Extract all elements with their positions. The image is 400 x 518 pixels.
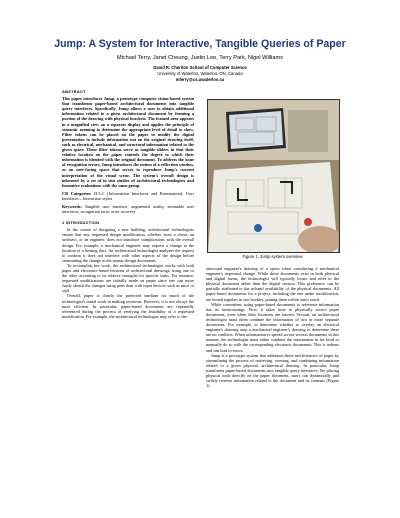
cr-categories-text: H.5.2. [Information Interfaces and Presentation]: User Interfaces – Interaction styles bbox=[62, 190, 194, 201]
abstract-heading: ABSTRACT bbox=[62, 89, 86, 94]
keywords-label: Keywords: bbox=[62, 203, 82, 209]
cr-categories bbox=[62, 191, 194, 201]
intro-paragraph: Overall, paper is clearly the preferred medium for much of the technologist's initial work in making revisions. However, it is not always the most efficient. In particular, paper-based documents are repeatedly referenced during the process of verifying the feasibility of a requested modification. For example, the architectural technologist may refer to the bbox=[62, 293, 194, 319]
system-overview-photo bbox=[207, 99, 340, 253]
cr-categories-label: CR Categories: bbox=[62, 190, 92, 196]
photo-illustration bbox=[208, 100, 339, 252]
abstract-text: This paper introduces Jump, a prototype computer vision-based system that transforms paper-based architectural documents into tangible query interfaces. Specifically, Jump allows a user to obtain additional information related to a given architectural document by framing a portion of the drawing with physical brackets. The framed area appears in a magnified view on a separate display and applies the principle of semantic zooming to determine the appropriate level of detail to show. Filter tokens can be placed on the paper to modify the digital presentation to include information not on the original drawing itself, such as electrical, mechanical, and structural information related to the given space. These filter tokens serve as tangible sliders in that their relative location on the paper controls the degree to which their information is blended with the original document. To address the issue of recognition errors, Jump introduces the notion of a reflection window, or an user-facing space that serves to reproduce Jump's current interpretation of the visual scene. The system's overall design is informed by a set of in situ studies of architectural technologists and formative evaluations with the same group. bbox=[62, 96, 194, 188]
author-list: Michael Terry, Janet Cheung, Justin Lee, Terry Park, Nigel Williams bbox=[116, 55, 283, 61]
keywords-text: Tangible user interface, augmented reality, zoomable user interfaces, recognition error, error recovery bbox=[62, 203, 194, 215]
keywords bbox=[62, 204, 194, 214]
right-column bbox=[206, 266, 339, 388]
introduction-heading: 1 INTRODUCTION bbox=[62, 220, 100, 226]
left-column bbox=[62, 86, 194, 319]
intro-paragraph: In the course of designing a new building, architectural technologists ensure that any requested design modification, whether from a client, an architect, or an engineer, does not introduce complications with the overall design. For example, a mechanical engineer may request a change to the location of a heating duct. An architectural technologist analyzes the request to confirm it does not interfere with other aspects of the design before committing the change to the master design documents. bbox=[62, 227, 194, 263]
paper-title: Jump: A System for Interactive, Tangible Queries of Paper bbox=[54, 38, 346, 50]
affiliation-school: David R. Cheriton School of Computer Science bbox=[153, 65, 247, 70]
author-email: mterry@cs.uwaterloo.ca bbox=[175, 77, 225, 82]
figure-caption: Figure 1. Jump system overview bbox=[242, 254, 303, 259]
affiliation-university: University of Waterloo, Waterloo, ON, Canada bbox=[157, 71, 243, 76]
intro-paragraph: Jump is a prototype system that addresses these inefficiencies of paper by streamlining the process of retrieving, viewing, and combining information related to a given physical, architectural drawing. In particular, Jump transforms paper-based documents into tangible query interfaces: By placing physical tools directly on the paper document, users can dynamically and swiftly retrieve information related to the document and its contents (Figure 1). bbox=[206, 352, 339, 389]
intro-paragraph: While convenient, using paper-based documents to reference information has its shortcomings. First, it takes time to physically access paper documents, even when their locations are known. Second, an architectural technologist must often combine the information of two or more separate documents. For example, to determine whether to overlay an electrical engineer's drawing atop a mechanical engineer's drawing to determine there are no conflicts. When information is spread across several documents in this manner, the technologist must either combine the information in his head or manually do so with the corresponding electronic documents. This is tedious and can lead to errors. bbox=[206, 301, 339, 353]
intro-paragraph: To accomplish her work, the architectural technologist works with both paper and electronic-based versions of architectural drawings, using one or the other according to its relative strengths for specific tasks. For instance, requested modifications are initially made on paper since one can more easily sketch the changes using pens than with input devices such as mice or styli. bbox=[62, 262, 194, 294]
intro-paragraph: structural engineer's drawing of a space when considering a mechanical engineer's requested change. While these documents exist in both physical and digital forms, the technologist will typically locate and refer to the physical document rather than the digital version. This preference can be partially attributed to the at-hand availability of the physical documents. All paper-based documents for a project, including the one under modification, are bound together in one booklet, putting them within arm's reach. bbox=[206, 266, 339, 302]
